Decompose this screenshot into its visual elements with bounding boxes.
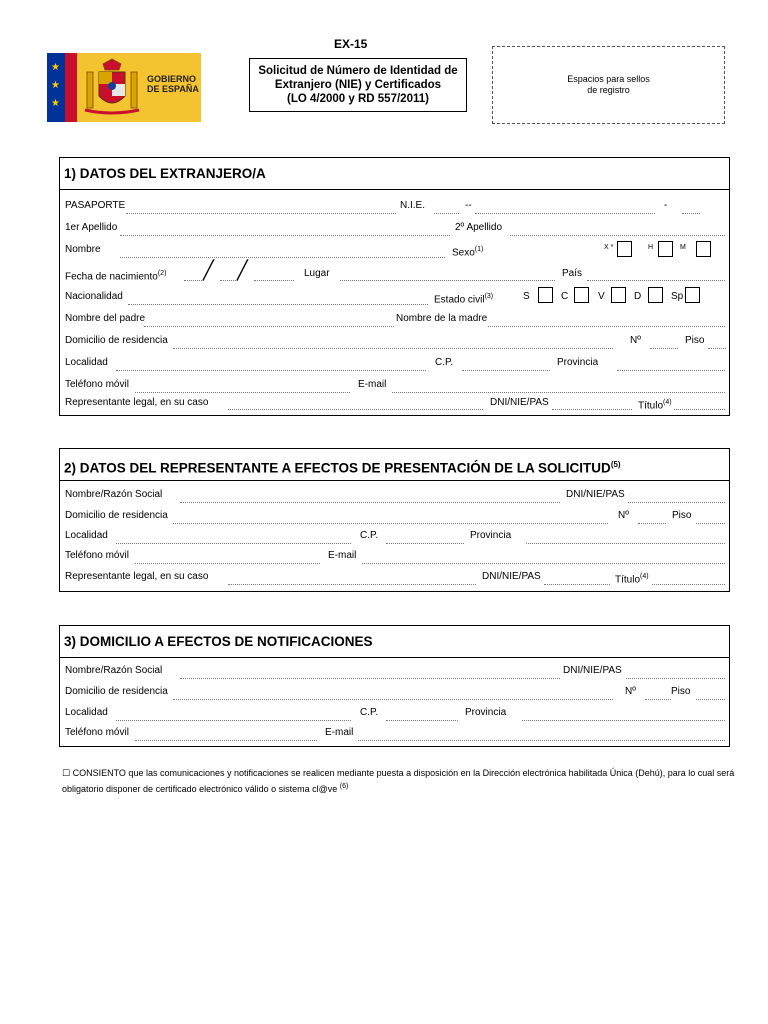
provincia-label: Provincia — [557, 357, 599, 368]
estado-civil-label — [434, 291, 493, 306]
nacionalidad-label: Nacionalidad — [65, 291, 123, 302]
localidad-field[interactable] — [116, 370, 426, 371]
s2-email-label: E-mail — [328, 550, 357, 561]
s2-telefono-field[interactable] — [135, 563, 320, 564]
representante-field[interactable] — [228, 409, 483, 410]
titulo-text: Título — [638, 400, 664, 412]
numero-label: Nº — [630, 335, 641, 346]
section-datos-representante — [59, 448, 730, 592]
logo-text — [147, 74, 199, 94]
nombre-field[interactable] — [120, 257, 445, 258]
s2-numero-label: Nº — [618, 510, 629, 521]
s2-localidad-label: Localidad — [65, 530, 108, 541]
form-title-box — [249, 58, 467, 112]
nie-label: N.I.E. — [400, 200, 426, 211]
fecha-slash2: ╱ — [237, 260, 248, 280]
consent-checkbox[interactable]: ☐ — [62, 768, 71, 778]
section1-title: 1) DATOS DEL EXTRANJERO/A — [60, 158, 729, 190]
sexo-label — [452, 244, 483, 259]
s3-domicilio-label: Domicilio de residencia — [65, 686, 168, 697]
estado-civil-text: Estado civil — [434, 294, 485, 306]
pasaporte-field[interactable] — [126, 213, 396, 214]
nombre-label: Nombre — [65, 244, 101, 255]
estado-s-label: S — [523, 291, 530, 302]
apellido1-field[interactable] — [120, 235, 450, 236]
sexo-x-label: X * — [604, 244, 614, 251]
cp-label: C.P. — [435, 357, 454, 368]
nie-letter-field[interactable] — [434, 213, 459, 214]
eu-flag: ★ ★ ★ — [47, 53, 65, 122]
sexo-x-checkbox[interactable] — [617, 241, 632, 257]
email-field[interactable] — [392, 392, 725, 393]
consent-text1: CONSIENTO que las comunicaciones y notificaciones se realicen mediante puesta a disposición en la Dirección electrónica habilitada Única (Dehú), para lo cual será — [72, 768, 735, 778]
s3-numero-label: Nº — [625, 686, 636, 697]
estado-civil-note: (3) — [484, 293, 494, 300]
coat-of-arms-icon — [83, 58, 141, 118]
nie-separator2: - — [664, 200, 668, 211]
section-domicilio-notificaciones — [59, 625, 730, 747]
s2-dni-label: DNI/NIE/PAS — [566, 489, 625, 500]
consent-line2 — [62, 780, 742, 796]
spain-flag-stripe — [65, 53, 77, 122]
consent-note: (6) — [339, 783, 349, 790]
domicilio-label: Domicilio de residencia — [65, 335, 168, 346]
logo-text-line1: GOBIERNO — [147, 74, 197, 84]
apellido2-field[interactable] — [510, 235, 725, 236]
pais-field[interactable] — [587, 280, 725, 281]
section-datos-extranjero — [59, 157, 730, 416]
cp-field[interactable] — [462, 370, 550, 371]
apellido1-label: 1er Apellido — [65, 222, 118, 233]
fecha-text: Fecha de nacimiento — [65, 271, 158, 283]
dni-label: DNI/NIE/PAS — [490, 397, 549, 408]
s2-representante-field[interactable] — [228, 584, 476, 585]
representante-label: Representante legal, en su caso — [65, 397, 209, 408]
s3-dni-label: DNI/NIE/PAS — [563, 665, 622, 676]
piso-label: Piso — [685, 335, 705, 346]
s2-domicilio-field[interactable] — [173, 523, 608, 524]
s2-dni2-label: DNI/NIE/PAS — [482, 571, 541, 582]
form-title-line2: Extranjero (NIE) y Certificados — [274, 79, 442, 91]
sexo-m-checkbox[interactable] — [696, 241, 711, 257]
pasaporte-label: PASAPORTE — [65, 200, 126, 211]
s2-titulo-note: (4) — [640, 573, 649, 580]
s3-provincia-field[interactable] — [522, 720, 725, 721]
domicilio-field[interactable] — [173, 348, 613, 349]
fecha-note: (2) — [157, 270, 167, 277]
estado-d-label: D — [634, 291, 642, 302]
section2-title — [60, 449, 729, 481]
form-title-line3: (LO 4/2000 y RD 557/2011) — [287, 93, 429, 105]
fecha-slash1: ╱ — [203, 260, 214, 280]
s3-telefono-field[interactable] — [135, 740, 317, 741]
section2-title-text: 2) DATOS DEL REPRESENTANTE A EFECTOS DE PRESENTACIÓN DE LA SOLICITUD — [64, 460, 611, 476]
sexo-text: Sexo — [452, 247, 475, 259]
logo-text-line2: DE ESPAÑA — [147, 84, 199, 94]
s3-provincia-label: Provincia — [465, 707, 507, 718]
s3-numero-field[interactable] — [645, 699, 671, 700]
madre-label: Nombre de la madre — [396, 313, 488, 324]
lugar-field[interactable] — [340, 280, 555, 281]
s3-nombre-razon-field[interactable] — [180, 678, 560, 679]
fecha-mes-field[interactable] — [220, 280, 238, 281]
s2-nombre-razon-label: Nombre/Razón Social — [65, 489, 163, 500]
s2-piso-field[interactable] — [696, 523, 725, 524]
consent-block — [62, 766, 742, 796]
s2-provincia-label: Provincia — [470, 530, 512, 541]
s3-telefono-label: Teléfono móvil — [65, 727, 129, 738]
nie-control-field[interactable] — [682, 213, 700, 214]
form-code: EX-15 — [334, 37, 368, 51]
s2-nombre-razon-field[interactable] — [180, 502, 560, 503]
titulo-field[interactable] — [674, 409, 725, 410]
estado-sp-label: Sp — [671, 291, 684, 302]
sellos-line1: Espacios para sellos — [567, 74, 650, 84]
s3-domicilio-field[interactable] — [173, 699, 613, 700]
sellos-line2: de registro — [587, 85, 630, 95]
s2-cp-field[interactable] — [386, 543, 464, 544]
estado-s-checkbox[interactable] — [538, 287, 553, 303]
s3-nombre-razon-label: Nombre/Razón Social — [65, 665, 163, 676]
s2-titulo-text: Título — [615, 574, 641, 586]
provincia-field[interactable] — [617, 370, 725, 371]
fecha-nacimiento-label — [65, 268, 166, 283]
s2-dni2-field[interactable] — [544, 584, 610, 585]
piso-field[interactable] — [708, 348, 726, 349]
lugar-label: Lugar — [304, 268, 330, 279]
padre-label: Nombre del padre — [65, 313, 146, 324]
s2-provincia-field[interactable] — [526, 543, 725, 544]
form-title-line1: Solicitud de Número de Identidad de — [258, 65, 458, 77]
consent-text2: obligatorio disponer de certificado electrónico válido o sistema cl@ve — [62, 784, 338, 794]
nacionalidad-field[interactable] — [128, 304, 428, 305]
gobierno-de-espana-logo — [47, 53, 201, 122]
fecha-anio-field[interactable] — [254, 280, 294, 281]
s2-titulo-label — [615, 571, 649, 586]
s2-cp-label: C.P. — [360, 530, 379, 541]
s2-titulo-field[interactable] — [652, 584, 725, 585]
s2-localidad-field[interactable] — [116, 543, 351, 544]
nie-separator1: -- — [465, 200, 472, 211]
dni-field[interactable] — [552, 409, 632, 410]
padre-field[interactable] — [144, 326, 394, 327]
fecha-dia-field[interactable] — [184, 280, 204, 281]
sexo-h-label: H — [648, 244, 654, 251]
section2-title-note: (5) — [610, 460, 621, 469]
s2-dni-field[interactable] — [628, 502, 725, 503]
s2-piso-label: Piso — [672, 510, 692, 521]
estado-c-label: C — [561, 291, 569, 302]
estado-d-checkbox[interactable] — [648, 287, 663, 303]
s2-domicilio-label: Domicilio de residencia — [65, 510, 168, 521]
s3-localidad-field[interactable] — [116, 720, 351, 721]
s3-dni-field[interactable] — [626, 678, 725, 679]
section3-title: 3) DOMICILIO A EFECTOS DE NOTIFICACIONES — [60, 626, 729, 658]
sexo-m-label: M — [680, 244, 686, 251]
localidad-label: Localidad — [65, 357, 108, 368]
s3-piso-field[interactable] — [696, 699, 725, 700]
s3-cp-label: C.P. — [360, 707, 379, 718]
nie-number-field[interactable] — [475, 213, 655, 214]
telefono-label: Teléfono móvil — [65, 379, 129, 390]
s2-representante-label: Representante legal, en su caso — [65, 571, 209, 582]
s2-telefono-label: Teléfono móvil — [65, 550, 129, 561]
registry-stamp-box — [492, 46, 725, 124]
estado-c-checkbox[interactable] — [574, 287, 589, 303]
madre-field[interactable] — [488, 326, 725, 327]
pais-label: País — [562, 268, 583, 279]
consent-line1 — [62, 766, 742, 780]
s3-email-label: E-mail — [325, 727, 354, 738]
email-label: E-mail — [358, 379, 387, 390]
sexo-note: (1) — [474, 246, 484, 253]
s3-email-field[interactable] — [358, 740, 725, 741]
estado-v-checkbox[interactable] — [611, 287, 626, 303]
titulo-note: (4) — [663, 399, 672, 406]
titulo-label — [638, 397, 672, 412]
telefono-field[interactable] — [135, 392, 350, 393]
s2-numero-field[interactable] — [638, 523, 666, 524]
s3-localidad-label: Localidad — [65, 707, 108, 718]
s3-piso-label: Piso — [671, 686, 691, 697]
estado-v-label: V — [598, 291, 605, 302]
estado-sp-checkbox[interactable] — [685, 287, 700, 303]
apellido2-label: 2º Apellido — [455, 222, 503, 233]
sexo-h-checkbox[interactable] — [658, 241, 673, 257]
numero-field[interactable] — [650, 348, 678, 349]
s2-email-field[interactable] — [362, 563, 725, 564]
s3-cp-field[interactable] — [386, 720, 458, 721]
